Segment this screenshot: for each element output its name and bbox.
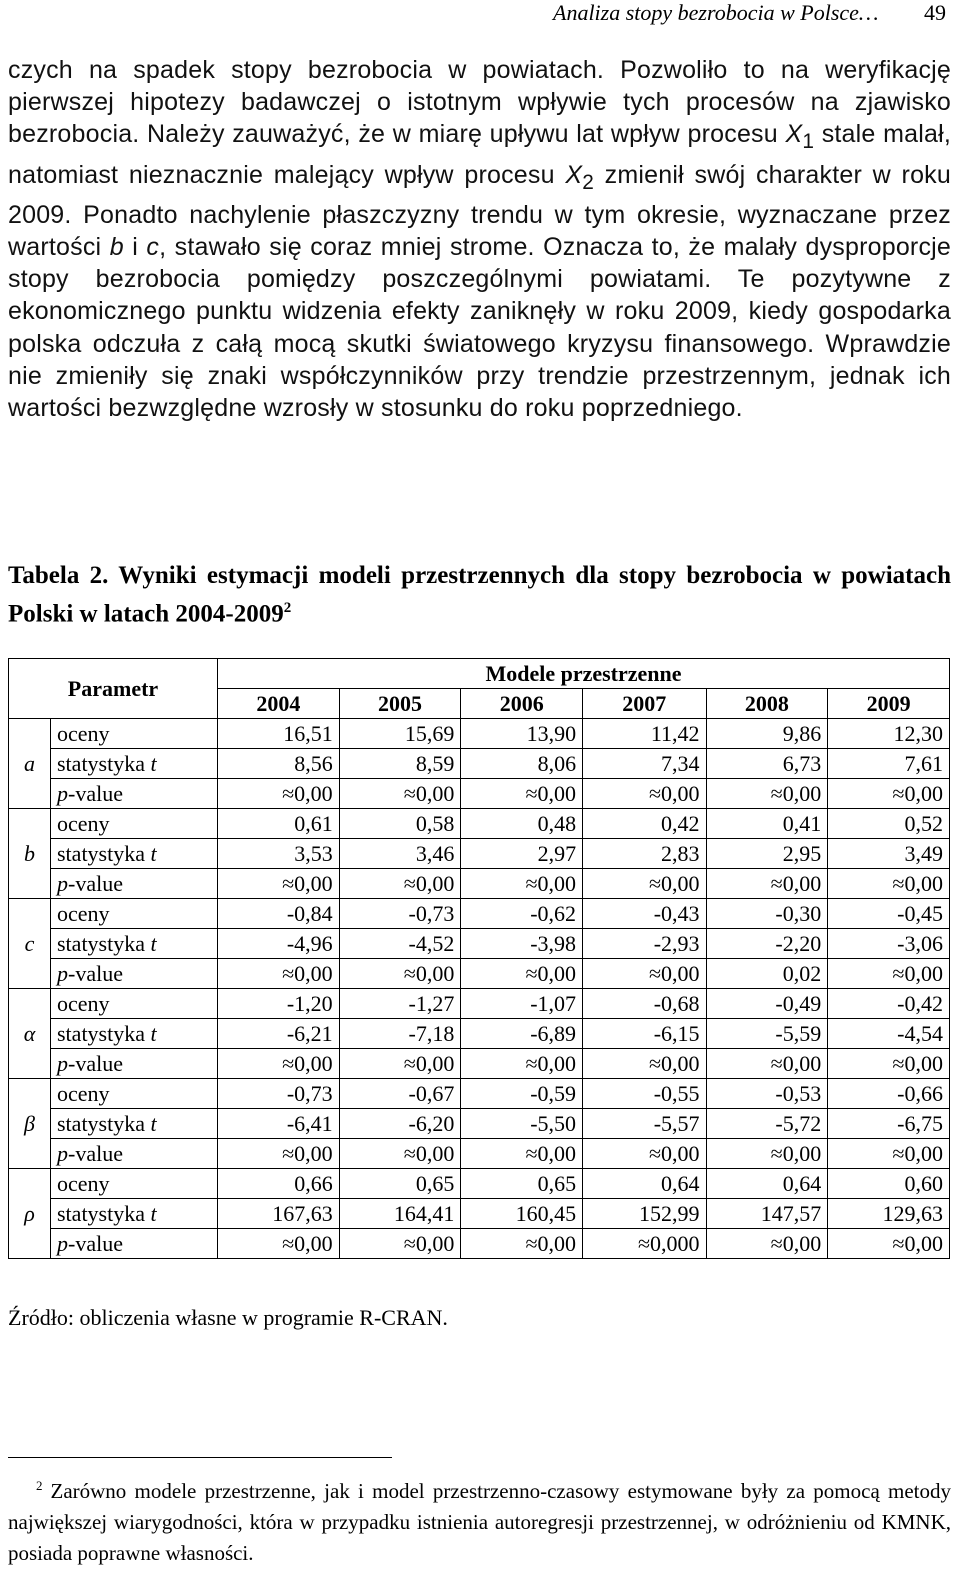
table-cell: 16,51 — [218, 719, 340, 749]
table-cell: -6,15 — [583, 1019, 706, 1049]
table-cell: ≈0,00 — [583, 959, 706, 989]
table-cell: 147,57 — [706, 1199, 828, 1229]
table-row — [9, 959, 950, 989]
table-cell: -0,62 — [461, 899, 583, 929]
subscript: 2 — [582, 170, 595, 194]
table-cell: 0,64 — [583, 1169, 706, 1199]
row-label: oceny — [51, 719, 218, 749]
table-cell: ≈0,00 — [339, 1139, 461, 1169]
table-cell: ≈0,00 — [218, 1229, 340, 1259]
table-cell: 8,06 — [461, 749, 583, 779]
table-cell: -3,06 — [828, 929, 950, 959]
row-label: oceny — [51, 1079, 218, 1109]
row-label: p-value — [51, 959, 218, 989]
table-cell: -3,98 — [461, 929, 583, 959]
table-cell: 2,95 — [706, 839, 828, 869]
table-row — [9, 1109, 950, 1139]
table-cell: 0,41 — [706, 809, 828, 839]
table-cell: 0,02 — [706, 959, 828, 989]
table-cell: 2,97 — [461, 839, 583, 869]
row-label: oceny — [51, 899, 218, 929]
table-cell: 7,34 — [583, 749, 706, 779]
var-b: b — [109, 233, 124, 262]
table-cell: 0,52 — [828, 809, 950, 839]
table-cell: -5,59 — [706, 1019, 828, 1049]
year-header: 2006 — [461, 689, 583, 719]
table-cell: -0,55 — [583, 1079, 706, 1109]
table-cell: 0,42 — [583, 809, 706, 839]
footnote-text: Zarówno modele przestrzenne, jak i model przestrzenno-czasowy estymowane były za pomocą metody największej wiarygodności, która w przypadku istnienia autoregresji przestrzennej, w odróżnieniu od KMNK, posiada poprawne własności. — [8, 1479, 951, 1565]
table-cell: -5,50 — [461, 1109, 583, 1139]
table-cell: 0,65 — [461, 1169, 583, 1199]
table-cell: 7,61 — [828, 749, 950, 779]
table-cell: ≈0,00 — [828, 959, 950, 989]
row-label: p-value — [51, 1049, 218, 1079]
table-row — [9, 719, 950, 749]
parameter-symbol: β — [9, 1079, 51, 1169]
footnote-divider — [8, 1457, 392, 1458]
table-cell: 0,48 — [461, 809, 583, 839]
table-cell: ≈0,00 — [828, 1229, 950, 1259]
table-cell: -6,75 — [828, 1109, 950, 1139]
table-row — [9, 839, 950, 869]
table-cell: ≈0,00 — [828, 1049, 950, 1079]
footnote-mark: 2 — [283, 600, 292, 616]
table-cell: ≈0,00 — [583, 779, 706, 809]
text-run: , stawało się coraz mniej strome. Oznacza to, że malały dysproporcje stopy bezrobocia pomiędzy poszczególnymi powiatami. Te pozytywne z ekonomicznego punktu widzenia efekty zaniknęły w roku 2009, kiedy gospodarka polska odczuła z całą mocą skutki światowego kryzysu finansowego. Wprawdzie nie zmieniły się znaki współczynników przy trendzie przestrzennym, jednak ich wartości bezwzględne wzrosły w stosunku do roku poprzedniego. — [8, 233, 952, 423]
table-cell: -2,20 — [706, 929, 828, 959]
table-cell: -6,41 — [218, 1109, 340, 1139]
table-cell: 129,63 — [828, 1199, 950, 1229]
year-header: 2007 — [583, 689, 706, 719]
table-cell: -5,57 — [583, 1109, 706, 1139]
table-cell: ≈0,00 — [218, 779, 340, 809]
table-cell: -4,54 — [828, 1019, 950, 1049]
year-header: 2005 — [339, 689, 461, 719]
year-header: 2009 — [828, 689, 950, 719]
source-note: Źródło: obliczenia własne w programie R-CRAN. — [8, 1305, 448, 1330]
table-cell: ≈0,00 — [339, 1049, 461, 1079]
table-cell: ≈0,00 — [828, 779, 950, 809]
var-x: X — [565, 160, 583, 189]
table-cell: 152,99 — [583, 1199, 706, 1229]
table-cell: -5,72 — [706, 1109, 828, 1139]
table-cell: 3,53 — [218, 839, 340, 869]
footnote-number: 2 — [36, 1478, 43, 1493]
table-cell: ≈0,00 — [218, 1049, 340, 1079]
table-cell: ≈0,00 — [828, 869, 950, 899]
table-cell: -0,73 — [339, 899, 461, 929]
table-cell: ≈0,00 — [339, 779, 461, 809]
table-cell: -7,18 — [339, 1019, 461, 1049]
row-label: statystyka t — [51, 1199, 218, 1229]
row-label: statystyka t — [51, 929, 218, 959]
text-run: czych na spadek stopy bezrobocia w powiatach. Pozwoliło to na weryfikację pierwszej hipotezy badawczej o istotnym wpływie tych procesów na zjawisko bezrobocia. Należy zauważyć, że w miarę upływu lat wpływ procesu — [8, 56, 951, 149]
table-cell: 0,60 — [828, 1169, 950, 1199]
row-label: statystyka t — [51, 749, 218, 779]
table-caption — [8, 560, 951, 630]
row-label: oceny — [51, 1169, 218, 1199]
table-cell: ≈0,00 — [218, 1139, 340, 1169]
caption-text: Tabela 2. Wyniki estymacji modeli przestrzennych dla stopy bezrobocia w powiatach Polski w latach 2004-2009 — [8, 562, 951, 628]
param-header: Parametr — [9, 659, 218, 719]
table-cell: ≈0,00 — [706, 869, 828, 899]
table-cell: 9,86 — [706, 719, 828, 749]
table-cell: ≈0,00 — [706, 1229, 828, 1259]
table-cell: -0,66 — [828, 1079, 950, 1109]
table-cell: 11,42 — [583, 719, 706, 749]
parameter-symbol: ρ — [9, 1169, 51, 1259]
text-run: zmienił swój charakter w roku 2009. Ponadto nachylenie płaszczyzny trendu w tym okresie, wyznaczane przez wartości — [8, 160, 951, 262]
table-cell: -4,96 — [218, 929, 340, 959]
row-label: oceny — [51, 989, 218, 1019]
table-cell: -0,45 — [828, 899, 950, 929]
table-row — [9, 1079, 950, 1109]
table-cell: 3,46 — [339, 839, 461, 869]
table-cell: -0,67 — [339, 1079, 461, 1109]
table-cell: ≈0,000 — [583, 1229, 706, 1259]
results-table — [8, 658, 950, 1259]
table-cell: 8,56 — [218, 749, 340, 779]
running-title: Analiza stopy bezrobocia w Polsce… — [553, 0, 879, 25]
page-number: 49 — [924, 0, 946, 25]
table-row — [9, 809, 950, 839]
table-cell: 0,64 — [706, 1169, 828, 1199]
table-cell: ≈0,00 — [828, 1139, 950, 1169]
table-cell: ≈0,00 — [461, 1229, 583, 1259]
table-row — [9, 1169, 950, 1199]
table-cell: 2,83 — [583, 839, 706, 869]
table-row — [9, 989, 950, 1019]
parameter-symbol: b — [9, 809, 51, 899]
table-row — [9, 749, 950, 779]
footnote — [8, 1470, 951, 1569]
table-cell: -6,89 — [461, 1019, 583, 1049]
table-cell: 0,58 — [339, 809, 461, 839]
table-row — [9, 899, 950, 929]
subscript: 1 — [802, 130, 815, 154]
table-cell: -2,93 — [583, 929, 706, 959]
table-cell: -0,43 — [583, 899, 706, 929]
table-row — [9, 1019, 950, 1049]
row-label: statystyka t — [51, 1019, 218, 1049]
table-cell: -0,68 — [583, 989, 706, 1019]
row-label: p-value — [51, 1229, 218, 1259]
table-cell: 0,66 — [218, 1169, 340, 1199]
table-cell: -1,07 — [461, 989, 583, 1019]
table-cell: 12,30 — [828, 719, 950, 749]
text-run: i — [123, 233, 147, 262]
table-cell: ≈0,00 — [583, 1139, 706, 1169]
table-cell: 167,63 — [218, 1199, 340, 1229]
table-cell: ≈0,00 — [706, 1139, 828, 1169]
table-cell: 164,41 — [339, 1199, 461, 1229]
parameter-symbol: c — [9, 899, 51, 989]
row-label: p-value — [51, 1139, 218, 1169]
table-cell: ≈0,00 — [583, 869, 706, 899]
table-row — [9, 1049, 950, 1079]
table-row — [9, 1229, 950, 1259]
year-header: 2008 — [706, 689, 828, 719]
text-run: stale malał, natomiast nieznacznie malejący wpływ procesu — [8, 120, 951, 189]
table-cell: -1,20 — [218, 989, 340, 1019]
table-cell: ≈0,00 — [218, 869, 340, 899]
table-cell: ≈0,00 — [461, 1139, 583, 1169]
table-cell: 6,73 — [706, 749, 828, 779]
running-header — [0, 0, 946, 30]
row-label: p-value — [51, 779, 218, 809]
var-c: c — [146, 233, 160, 262]
parameter-symbol: α — [9, 989, 51, 1079]
row-label: statystyka t — [51, 839, 218, 869]
table-cell: -1,27 — [339, 989, 461, 1019]
table-cell: ≈0,00 — [583, 1049, 706, 1079]
row-label: oceny — [51, 809, 218, 839]
table-row — [9, 779, 950, 809]
table-cell: -0,59 — [461, 1079, 583, 1109]
table-cell: -0,49 — [706, 989, 828, 1019]
table-cell: -0,84 — [218, 899, 340, 929]
table-cell: ≈0,00 — [461, 1049, 583, 1079]
table-cell: 3,49 — [828, 839, 950, 869]
table-cell: 15,69 — [339, 719, 461, 749]
table-row — [9, 869, 950, 899]
body-paragraph — [8, 54, 951, 424]
table-row — [9, 929, 950, 959]
table-cell: ≈0,00 — [706, 779, 828, 809]
table-cell: 0,65 — [339, 1169, 461, 1199]
table-cell: -0,73 — [218, 1079, 340, 1109]
table-cell: -4,52 — [339, 929, 461, 959]
table-cell: ≈0,00 — [461, 779, 583, 809]
row-label: statystyka t — [51, 1109, 218, 1139]
table-cell: -6,21 — [218, 1019, 340, 1049]
table-cell: ≈0,00 — [461, 959, 583, 989]
table-row — [9, 1199, 950, 1229]
table-cell: ≈0,00 — [706, 1049, 828, 1079]
group-header: Modele przestrzenne — [218, 659, 950, 689]
table-cell: 13,90 — [461, 719, 583, 749]
var-x: X — [785, 120, 803, 149]
table-cell: ≈0,00 — [339, 869, 461, 899]
table-cell: 160,45 — [461, 1199, 583, 1229]
table-cell: ≈0,00 — [339, 959, 461, 989]
parameter-symbol: a — [9, 719, 51, 809]
table-cell: ≈0,00 — [218, 959, 340, 989]
table-cell: ≈0,00 — [461, 869, 583, 899]
table-cell: -0,30 — [706, 899, 828, 929]
table-cell: 0,61 — [218, 809, 340, 839]
row-label: p-value — [51, 869, 218, 899]
table-cell: -0,53 — [706, 1079, 828, 1109]
table-cell: -0,42 — [828, 989, 950, 1019]
table-row — [9, 1139, 950, 1169]
table-cell: 8,59 — [339, 749, 461, 779]
table-cell: ≈0,00 — [339, 1229, 461, 1259]
year-header: 2004 — [218, 689, 340, 719]
table-cell: -6,20 — [339, 1109, 461, 1139]
